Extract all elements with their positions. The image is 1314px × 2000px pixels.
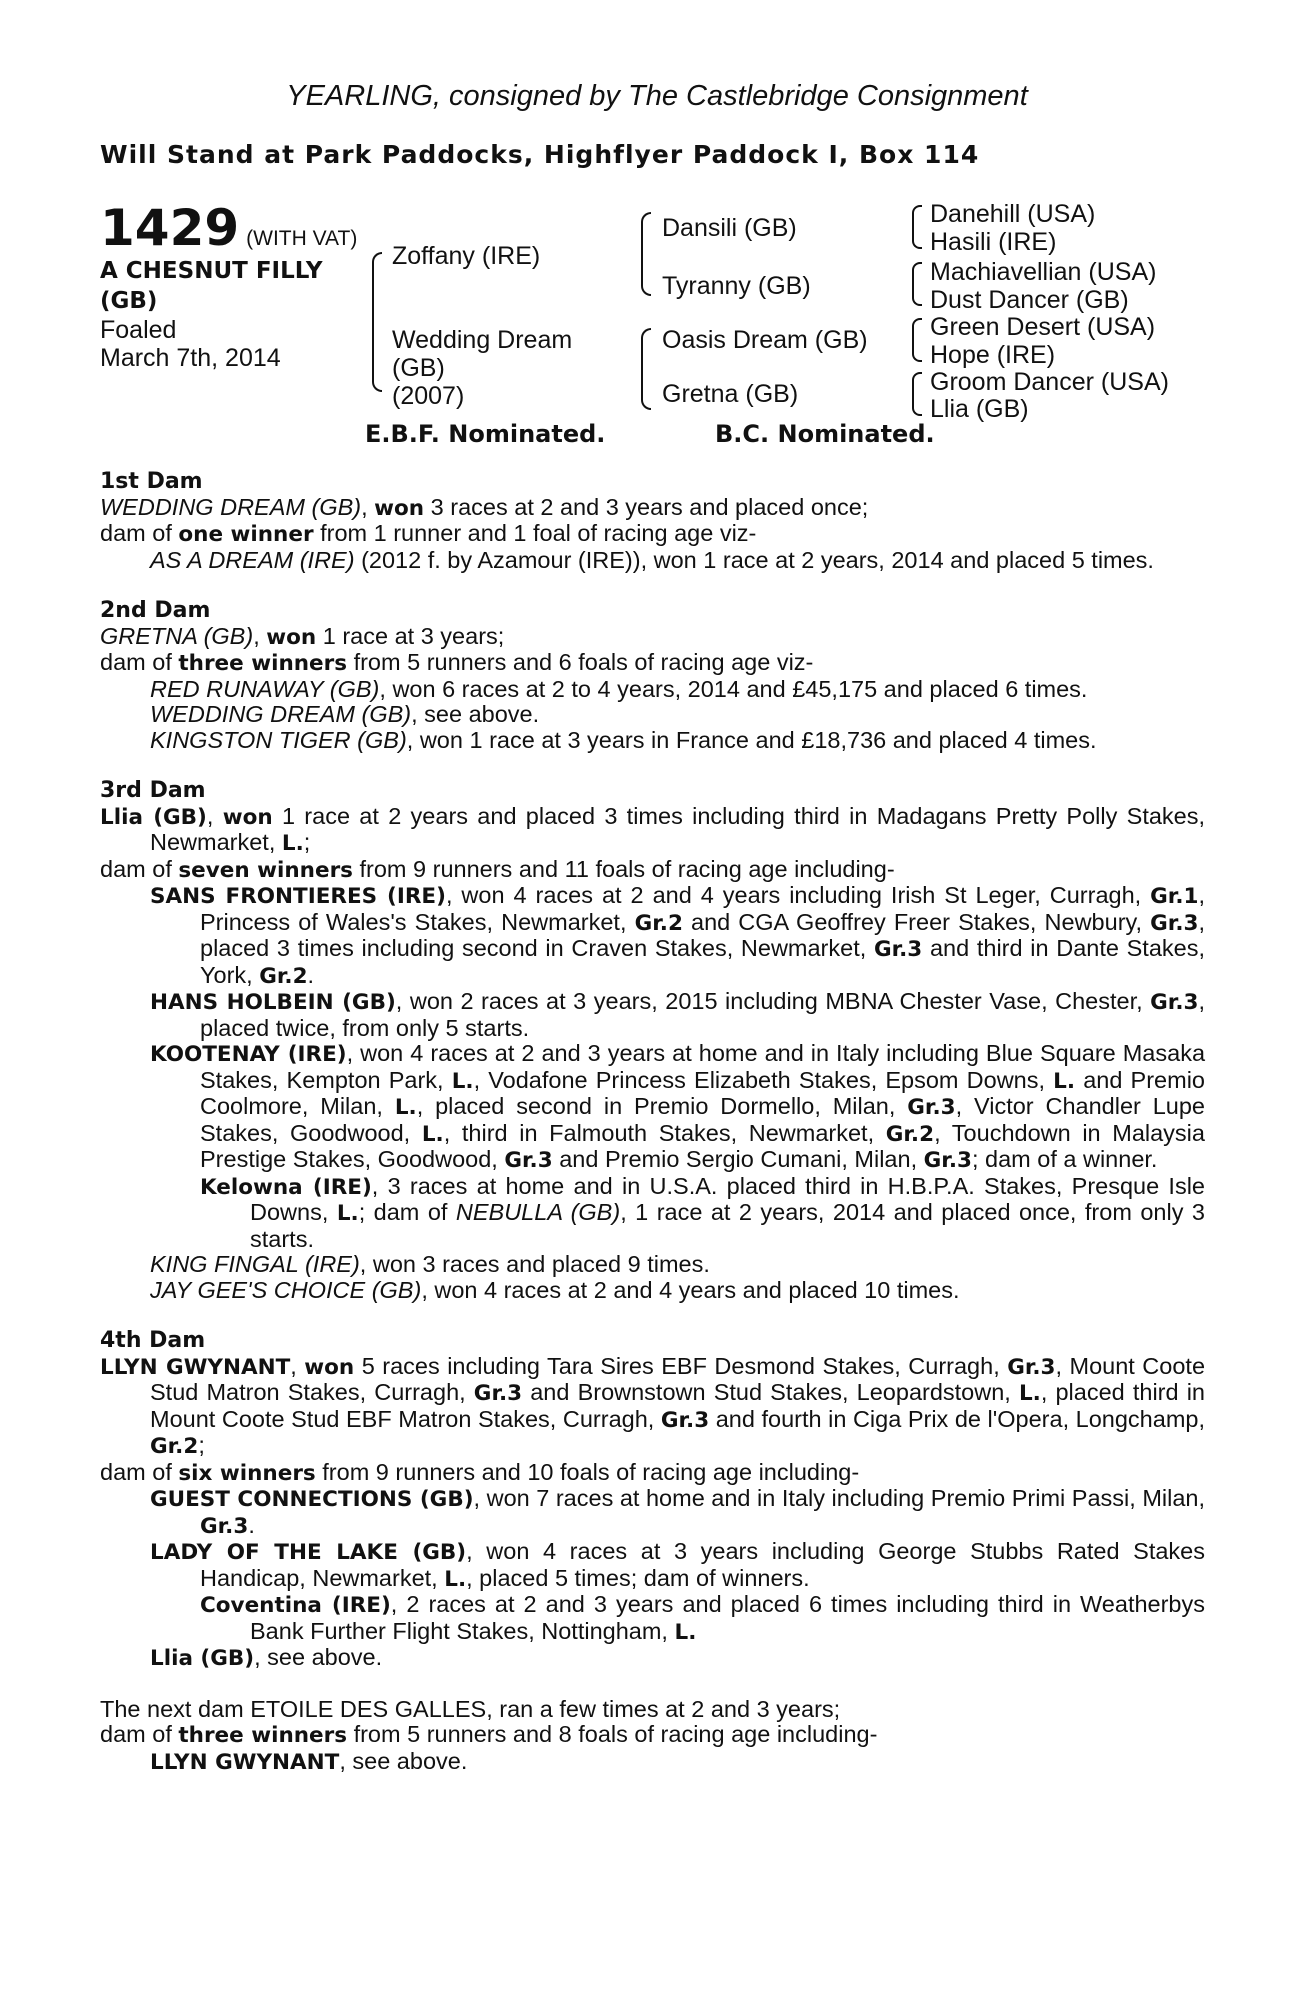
record-text: , placed third in Mount Coote Stud EBF Matron Stakes, Curragh, [150,1379,1205,1432]
page-title: YEARLING, consigned by The Castlebridge Consignment [286,80,1028,112]
produce-name: Llia (GB) [150,1646,255,1671]
dam-record: GRETNA (GB), won 1 race at 3 years; [100,622,505,650]
produce-text: , 3 races at home and in U.S.A. placed third in H.B.P.A. Stakes, Presque Isle Downs, [250,1172,1205,1225]
produce-name: KING FINGAL (IRE) [150,1251,360,1277]
record-text: , Mount Coote Stud Matron Stakes, Curragh, [150,1352,1206,1405]
summary-text: dam of [100,649,179,675]
pedigree-gen3-7: Groom Dancer (USA) [930,368,1169,396]
dam-name: GRETNA (GB) [100,622,254,649]
pedigree-gen3-1: Danehill (USA) [930,200,1096,228]
listed-label: L. [394,1095,417,1120]
grade-label: Gr.3 [473,1381,523,1406]
produce-text: , placed 3 times including second in Craven Stakes, Newmarket, [200,908,1205,961]
summary-text: from 1 runner and 1 foal of racing age viz- [313,520,757,546]
grade-label: Gr.2 [885,1121,935,1147]
produce-entry [150,548,1205,574]
produce-text: , won 1 race at 3 years in France and £18,736 and placed 4 times. [406,726,1097,753]
produce-text: ; dam of a winner. [971,1146,1158,1172]
won-label: won [304,1354,355,1380]
pedigree-sire-sire: Dansili (GB) [662,214,797,242]
produce-text: , won 2 races at 3 years, 2015 including MBNA Chester Vase, Chester, [395,988,1151,1014]
record-text: and Brownstown Stud Stakes, Leopardstown, [522,1379,1019,1405]
produce-text: , won 4 races at 3 years including George Stubbs Rated Stakes Handicap, Newmarket, [200,1538,1205,1591]
grade-label: Gr.3 [200,1513,249,1539]
pedigree-brace-sire [641,212,651,296]
summary-text: dam of [100,1721,179,1747]
catalogue-sections [100,469,1205,1800]
produce-entry [150,1486,1205,1539]
pedigree-gen3-5: Green Desert (USA) [930,313,1156,341]
vat-label: (WITH VAT) [246,227,358,250]
produce-text: . [248,1511,255,1538]
produce-text: , placed 5 times; dam of winners. [466,1564,810,1591]
pedigree-gen3-3: Machiavellian (USA) [930,258,1157,286]
produce-text: and Premio Sergio Cumani, Milan, [552,1146,924,1172]
produce-text: , placed second in Premio Dormello, Milan, [416,1093,908,1119]
pedigree-brace-g2 [912,262,922,306]
record-text: ; [198,1432,205,1458]
record-text: and fourth in Ciga Prix de l'Opera, Longchamp, [709,1405,1205,1432]
produce-entry [150,677,1205,703]
winners-count: seven winners [178,857,353,883]
pedigree-gen3-4: Dust Dancer (GB) [930,286,1129,314]
listed-label: L. [1053,1068,1076,1094]
grade-label: Gr.3 [923,1148,972,1173]
dam-name: Llia (GB) [100,804,207,830]
horse-name-line2: (GB) [100,288,158,314]
produce-name: KOOTENAY (IRE) [150,1042,347,1067]
summary-text: from 5 runners and 8 foals of racing age including- [347,1721,878,1747]
summary-text: dam of [100,520,179,546]
produce-text: and third in Dante Stakes, York, [200,935,1205,988]
produce-name: SANS FRONTIERES (IRE) [150,884,446,909]
produce-text: (2012 f. by Azamour (IRE)), won 1 race at 2 years, 2014 and placed 5 times. [354,546,1154,573]
dam-name: WEDDING DREAM (GB) [100,493,362,520]
summary-text: dam of [100,855,179,882]
listed-label: L. [281,831,304,856]
grade-label: Gr.3 [1007,1354,1056,1380]
produce-text: , Touchdown in Malaysia Prestige Stakes, Goodwood, [200,1119,1205,1172]
produce-name: JAY GEE'S CHOICE (GB) [150,1276,422,1303]
grade-label: Gr.3 [660,1407,710,1433]
grade-label: Gr.3 [907,1095,956,1120]
dam-record [100,1354,1205,1460]
pedigree-dam-line1: Wedding Dream [392,326,573,354]
produce-text: , see above. [411,701,540,727]
summary-text: from 9 runners and 11 foals of racing age including- [352,855,895,882]
winners-count: three winners [178,1723,348,1748]
grade-label: Gr.3 [504,1148,553,1173]
section-heading: 4th Dam [100,1328,206,1353]
grade-label: Gr.2 [259,963,308,989]
produce-name: LADY OF THE LAKE (GB) [150,1540,467,1565]
pedigree-dam-sire: Oasis Dream (GB) [662,326,868,354]
grade-label: Gr.1 [1150,884,1199,909]
pedigree-brace-g1 [912,205,922,249]
pedigree-brace-g4 [912,372,922,416]
produce-text: , Princess of Wales's Stakes, Newmarket, [200,882,1205,935]
summary-text: dam of [100,1458,179,1485]
listed-label: L. [674,1619,697,1645]
record-text: ; [303,829,311,855]
produce-entry [150,883,1205,989]
produce-text: , won 4 races at 2 and 4 years including Irish St Leger, Curragh, [445,882,1151,908]
produce-name: NEBULLA (GB) [455,1199,621,1225]
produce-text: , won 6 races at 2 to 4 years, 2014 and £45,175 and placed 6 times. [379,675,1088,702]
produce-name: Coventina (IRE) [200,1593,391,1618]
produce-entry [150,1278,1205,1304]
listed-label: L. [336,1201,359,1226]
grand-produce-entry [200,1592,1205,1645]
section-heading: 1st Dam [100,469,203,494]
produce-text: ; dam of [358,1199,456,1225]
lot-number: 1429 [100,199,240,257]
produce-entry [150,1041,1205,1174]
produce-summary [100,521,1205,548]
produce-summary [100,650,1205,677]
lot-line [100,200,360,256]
pedigree-dam-line2: (GB) [392,354,445,382]
section-next-dam [100,1697,1205,1776]
horse-name-line1: A CHESNUT FILLY [100,258,323,284]
winners-count: six winners [178,1460,316,1486]
pedigree-dam-line3: (2007) [392,382,465,410]
produce-text: , see above. [254,1644,383,1670]
section-2nd-dam [100,598,1205,753]
section-3rd-dam [100,778,1205,1303]
stand-location: Will Stand at Park Paddocks, Highflyer Paddock I, Box 114 [100,140,980,169]
pedigree-brace-dam [641,328,651,410]
produce-text: , won 4 races at 2 and 3 years at home and in Italy including Blue Square Masaka Stakes, Kempton Park, [200,1040,1206,1093]
produce-summary [100,1460,1205,1487]
listed-label: L. [451,1068,474,1094]
grade-label: Gr.3 [1150,910,1199,936]
summary-text: from 9 runners and 10 foals of racing age including- [315,1458,860,1485]
listed-label: L. [444,1566,467,1592]
grade-label: Gr.2 [150,1434,199,1459]
dam-record: The next dam ETOILE DES GALLES, ran a few times at 2 and 3 years; [100,1695,841,1722]
pedigree-gen3-2: Hasili (IRE) [930,228,1057,256]
bc-nominated: B.C. Nominated. [715,420,935,448]
listed-label: L. [421,1121,444,1147]
produce-name: KINGSTON TIGER (GB) [150,726,407,753]
foaled-label: Foaled [100,316,177,344]
produce-entry [150,728,1205,754]
produce-entry [150,1252,1205,1278]
grand-produce-entry [200,1174,1205,1253]
section-1st-dam [100,469,1205,573]
produce-text: , placed twice, from only 5 starts. [200,988,1205,1041]
pedigree-gen3-6: Hope (IRE) [930,341,1056,369]
produce-name: Kelowna (IRE) [200,1174,372,1200]
record-text: 3 races at 2 and 3 years and placed once; [424,493,869,520]
section-heading: 2nd Dam [100,598,211,623]
produce-text: . [307,961,315,988]
won-label: won [374,495,425,521]
produce-name: GUEST CONNECTIONS (GB) [150,1487,474,1512]
produce-text: , won 7 races at home and in Italy including Premio Primi Passi, Milan, [473,1485,1205,1511]
produce-entry [150,702,1205,728]
pedigree-dam-dam: Gretna (GB) [662,380,799,408]
produce-text: , Vodafone Princess Elizabeth Stakes, Epsom Downs, [473,1066,1054,1093]
produce-name: AS A DREAM (IRE) [150,546,355,573]
section-heading: 3rd Dam [100,778,206,803]
produce-text: and CGA Geoffrey Freer Stakes, Newbury, [682,908,1151,935]
grade-label: Gr.3 [873,937,923,962]
record-text: , [290,1352,305,1379]
record-text: 5 races including Tara Sires EBF Desmond Stakes, Curragh, [354,1352,1008,1379]
foaled-date: March 7th, 2014 [100,344,281,372]
won-label: won [266,624,317,650]
produce-text: , won 3 races and placed 9 times. [359,1251,710,1277]
winners-count: three winners [178,651,348,676]
produce-text: , see above. [339,1747,468,1774]
produce-entry [150,1749,1205,1776]
listed-label: L. [1018,1381,1041,1406]
produce-text: , 1 race at 2 years, 2014 and placed once, from only 3 starts. [250,1199,1205,1252]
lot-block [100,200,360,372]
produce-text: and Premio Coolmore, Milan, [200,1066,1205,1119]
grade-label: Gr.2 [634,910,683,936]
dam-record: WEDDING DREAM (GB), won 3 races at 2 and 3 years and placed once; [100,493,869,521]
produce-name: LLYN GWYNANT [150,1749,340,1775]
record-text: 1 race at 2 years and placed 3 times including third in Madagans Pretty Polly Stakes, Newmarket, [150,802,1206,855]
produce-name: RED RUNAWAY (GB) [150,675,380,702]
produce-summary [100,857,1205,884]
grade-label: Gr.3 [1150,990,1199,1015]
pedigree-brace-gen1 [372,252,382,392]
record-text: 1 race at 3 years; [316,622,505,649]
produce-text: , third in Falmouth Stakes, Newmarket, [443,1119,886,1146]
produce-text: , 2 races at 2 and 3 years and placed 6 times including third in Weatherbys Bank Further Flight Stakes, Nottingham, [250,1591,1206,1644]
produce-name: WEDDING DREAM (GB) [150,701,412,727]
dam-name: LLYN GWYNANT [100,1354,291,1380]
ebf-nominated: E.B.F. Nominated. [365,420,606,448]
won-label: won [222,804,273,830]
produce-entry [150,989,1205,1041]
summary-text: from 5 runners and 6 foals of racing age viz- [347,649,814,675]
pedigree-sire-dam: Tyranny (GB) [662,272,811,300]
produce-name: HANS HOLBEIN (GB) [150,990,396,1015]
produce-entry [150,1539,1205,1592]
produce-text: , Victor Chandler Lupe Stakes, Goodwood, [200,1093,1206,1146]
produce-text: , won 4 races at 2 and 4 years and placed 10 times. [421,1276,960,1303]
section-4th-dam [100,1328,1205,1672]
produce-entry [150,1645,1205,1672]
dam-record: Llia (GB), won 1 race at 2 years and placed 3 times including third in Madagans Pretty Polly Stakes, Newmarket, L.; [100,802,1206,856]
winners-count: one winner [178,522,314,547]
pedigree-sire: Zoffany (IRE) [392,242,541,270]
produce-summary [100,1722,1205,1749]
pedigree-brace-g3 [912,318,922,362]
pedigree-gen3-8: Llia (GB) [930,395,1029,423]
